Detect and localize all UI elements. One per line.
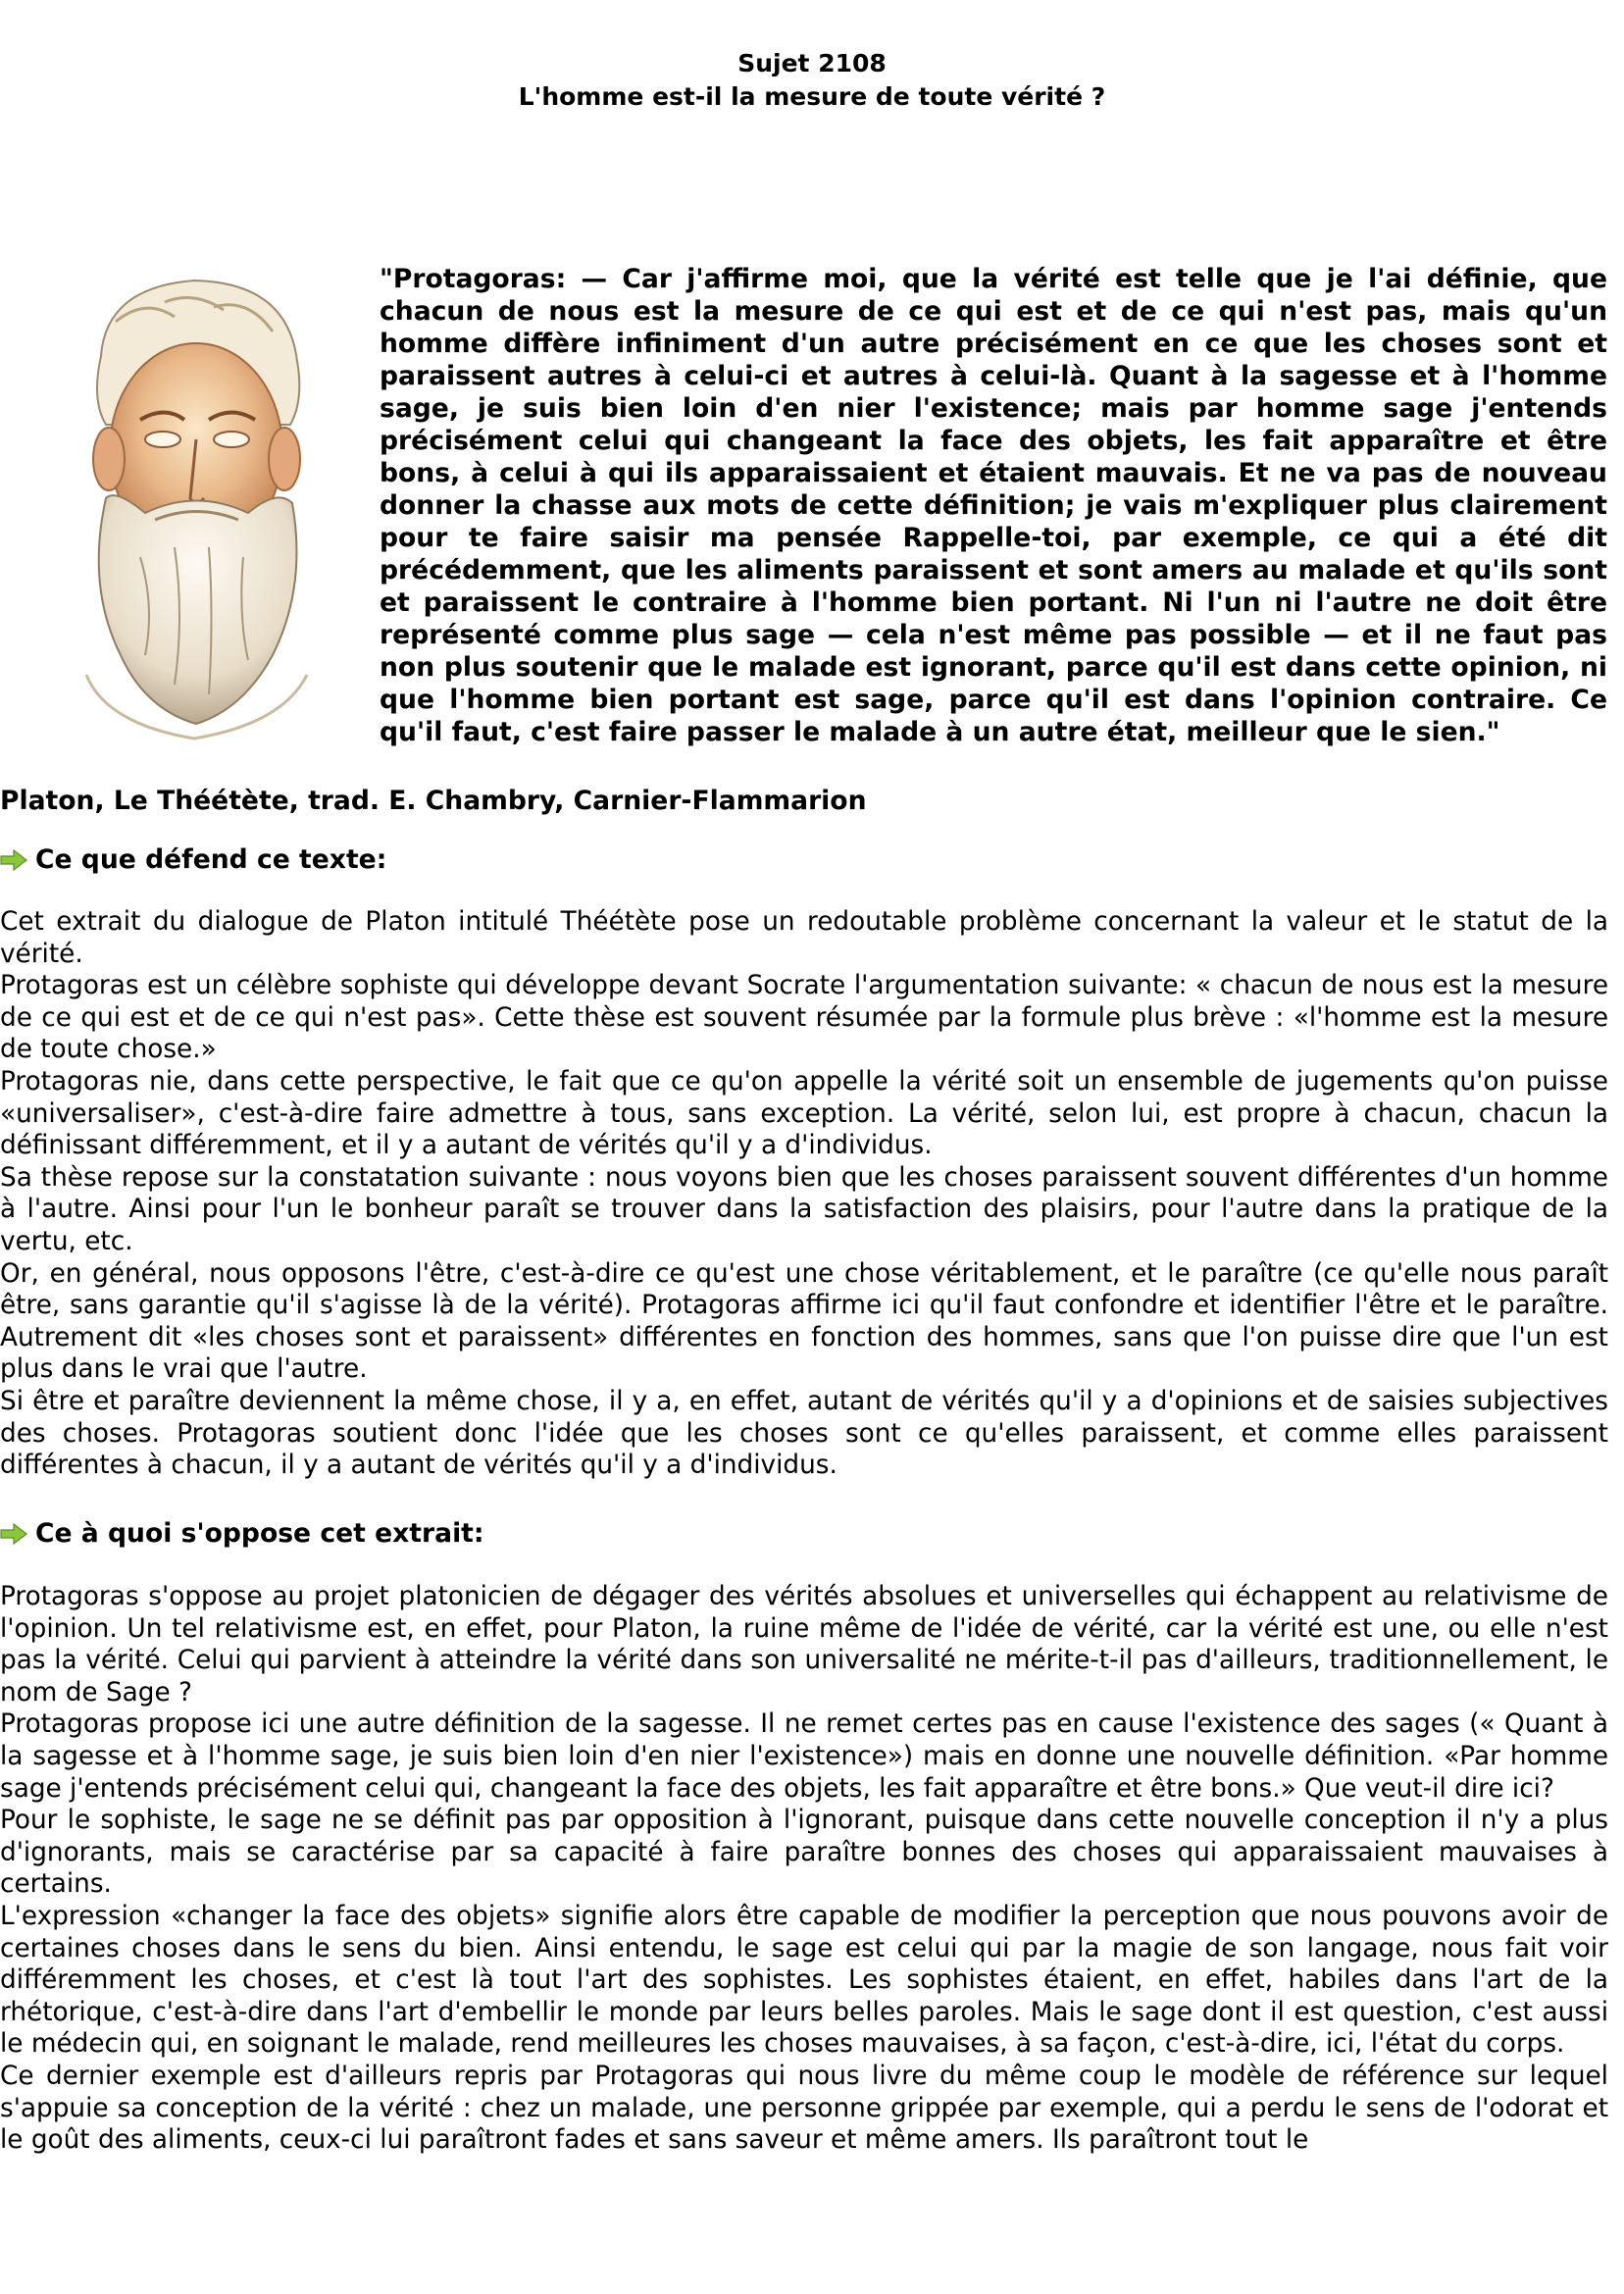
paragraph: Ce dernier exemple est d'ailleurs repris par Protagoras qui nous livre du même coup le modèle de référence sur lequel s'appuie sa conception de la vérité : chez un malade, une personne grippée par exemple, qui a perdu le sens de l'odorat et le goût des aliments, ceux-ci lui paraîtront fades et sans saveur et même amers. Ils paraîtront tout le (0, 2061, 1608, 2156)
paragraph: Sa thèse repose sur la constatation suivante : nous voyons bien que les choses paraissent souvent différentes d'un homme à l'autre. Ainsi pour l'un le bonheur paraît se trouver dans la satisfaction des plaisirs, pour l'autre dans la pratique de la vertu, etc. (0, 1162, 1608, 1256)
paragraph: L'expression «changer la face des objets» signifie alors être capable de modifier la perception que nous pouvons avoir de certaines choses dans le sens du bien. Ainsi entendu, le sage est celui qui par la magie de son langage, nous fait voir différemment les choses, et c'est là tout l'art des sophistes. Les sophistes étaient, en effet, habiles dans l'art de la rhétorique, c'est-à-dire dans l'art d'embellir le monde par leurs belles paroles. Mais le sage dont il est question, c'est aussi le médecin qui, en soignant le malade, rend meilleures les choses mauvaises, à sa façon, c'est-à-dire, ici, l'état du corps. (0, 1901, 1608, 2060)
subject-question: L'homme est-il la mesure de toute vérité ? (518, 82, 1106, 111)
paragraph: Or, en général, nous opposons l'être, c'est-à-dire ce qu'est une chose véritablement, et le paraître (ce qu'elle nous paraît être, sans garantie qu'il s'agisse là de la vérité). Protagoras affirme ici qu'il faut confondre et identifier l'être et le paraître. Autrement dit «les choses sont et paraissent» différentes en fonction des hommes, sans que l'on puisse dire que l'un est plus dans le vrai que l'autre. (0, 1258, 1608, 1385)
section-heading-label: Ce que défend ce texte: (35, 844, 387, 875)
section-body-oppose (0, 1581, 1608, 2157)
paragraph: Pour le sophiste, le sage ne se définit pas par opposition à l'ignorant, puisque dans cette nouvelle conception il n'y a plus d'ignorants, mais se caractérise par sa capacité à faire paraître bonnes des choses qui apparaissaient mauvaises à certains. (0, 1806, 1608, 1900)
section-heading-label: Ce à quoi s'oppose cet extrait: (35, 1518, 484, 1549)
paragraph: Protagoras est un célèbre sophiste qui développe devant Socrate l'argumentation suivante: « chacun de nous est la mesure de ce qui est et de ce qui n'est pas». Cette thèse est souvent résumée par la formule plus brève : «l'homme est la mesure de toute chose.» (0, 971, 1608, 1065)
green-arrow-icon (0, 849, 27, 871)
paragraph: Cet extrait du dialogue de Platon intitulé Théétète pose un redoutable problème concernant la valeur et le statut de la vérité. (0, 907, 1608, 969)
document-header (0, 47, 1624, 114)
section-body-defend (0, 906, 1608, 1482)
paragraph: Protagoras s'oppose au projet platonicien de dégager des vérités absolues et universelles qui échappent au relativisme de l'opinion. Un tel relativisme est, en effet, pour Platon, la ruine même de l'idée de vérité, car la vérité est une, ou elle n'est pas la vérité. Celui qui parvient à atteindre la vérité dans son universalité ne mérite-t-il pas d'ailleurs, traditionnellement, le nom de Sage ? (0, 1582, 1608, 1708)
philosopher-portrait-icon (47, 263, 341, 753)
paragraph: Si être et paraître deviennent la même chose, il y a, en effet, autant de vérités qu'il y a d'opinions et de saisies subjectives des choses. Protagoras soutient donc l'idée que les choses sont ce qu'elles paraissent, et comme elles paraissent différentes à chacun, il y a autant de vérités qu'il y a d'individus. (0, 1386, 1608, 1481)
quote-block: "Protagoras: — Car j'affirme moi, que la vérité est telle que je l'ai définie, que chacun de nous est la mesure de ce qui est et de ce qui n'est pas, mais qu'un homme diffère infiniment d'un autre précisément en ce que les choses sont et paraissent autres à celui-ci et autres à celui-là. Quant à la sagesse et à l'homme sage, je suis bien loin d'en nier l'existence; mais par homme sage j'entends précisément celui qui changeant la face des objets, les fait apparaître et être bons, à celui à qui ils apparaissaient et étaient mauvais. Et ne va pas de nouveau donner la chasse aux mots de cette définition; je vais m'expliquer plus clairement pour te faire saisir ma pensée Rappelle-toi, par exemple, ce qui a été dit précédemment, que les aliments paraissent et sont amers au malade et qu'ils sont et paraissent le contraire à l'homme bien portant. Ni l'un ni l'autre ne doit être représenté comme plus sage — cela n'est même pas possible — et il ne faut pas non plus soutenir que le malade est ignorant, parce qu'il est dans cette opinion, ni que l'homme bien portant est sage, parce qu'il est dans l'opinion contraire. Ce qu'il faut, c'est faire passer le malade à un autre état, meilleur que le sien." (380, 264, 1607, 747)
green-arrow-icon (0, 1523, 27, 1545)
section-heading-oppose (0, 1517, 484, 1551)
citation: Platon, Le Théétète, trad. E. Chambry, Carnier-Flammarion (0, 786, 867, 816)
subject-number: Sujet 2108 (737, 49, 887, 77)
section-heading-defend (0, 843, 386, 877)
paragraph: Protagoras propose ici une autre définition de la sagesse. Il ne remet certes pas en cause l'existence des sages (« Quant à la sagesse et à l'homme sage, je suis bien loin d'en nier l'existence») mais en donne une nouvelle définition. «Par homme sage j'entends précisément celui qui, changeant la face des objets, les fait apparaître et être bons.» Que veut-il dire ici? (0, 1709, 1608, 1804)
paragraph: Protagoras nie, dans cette perspective, le fait que ce qu'on appelle la vérité soit un ensemble de jugements qu'on puisse «universaliser», c'est-à-dire faire admettre à tous, sans exception. La vérité, selon lui, est propre à chacun, chacun la définissant différemment, et il y a autant de vérités qu'il y a d'individus. (0, 1066, 1608, 1161)
